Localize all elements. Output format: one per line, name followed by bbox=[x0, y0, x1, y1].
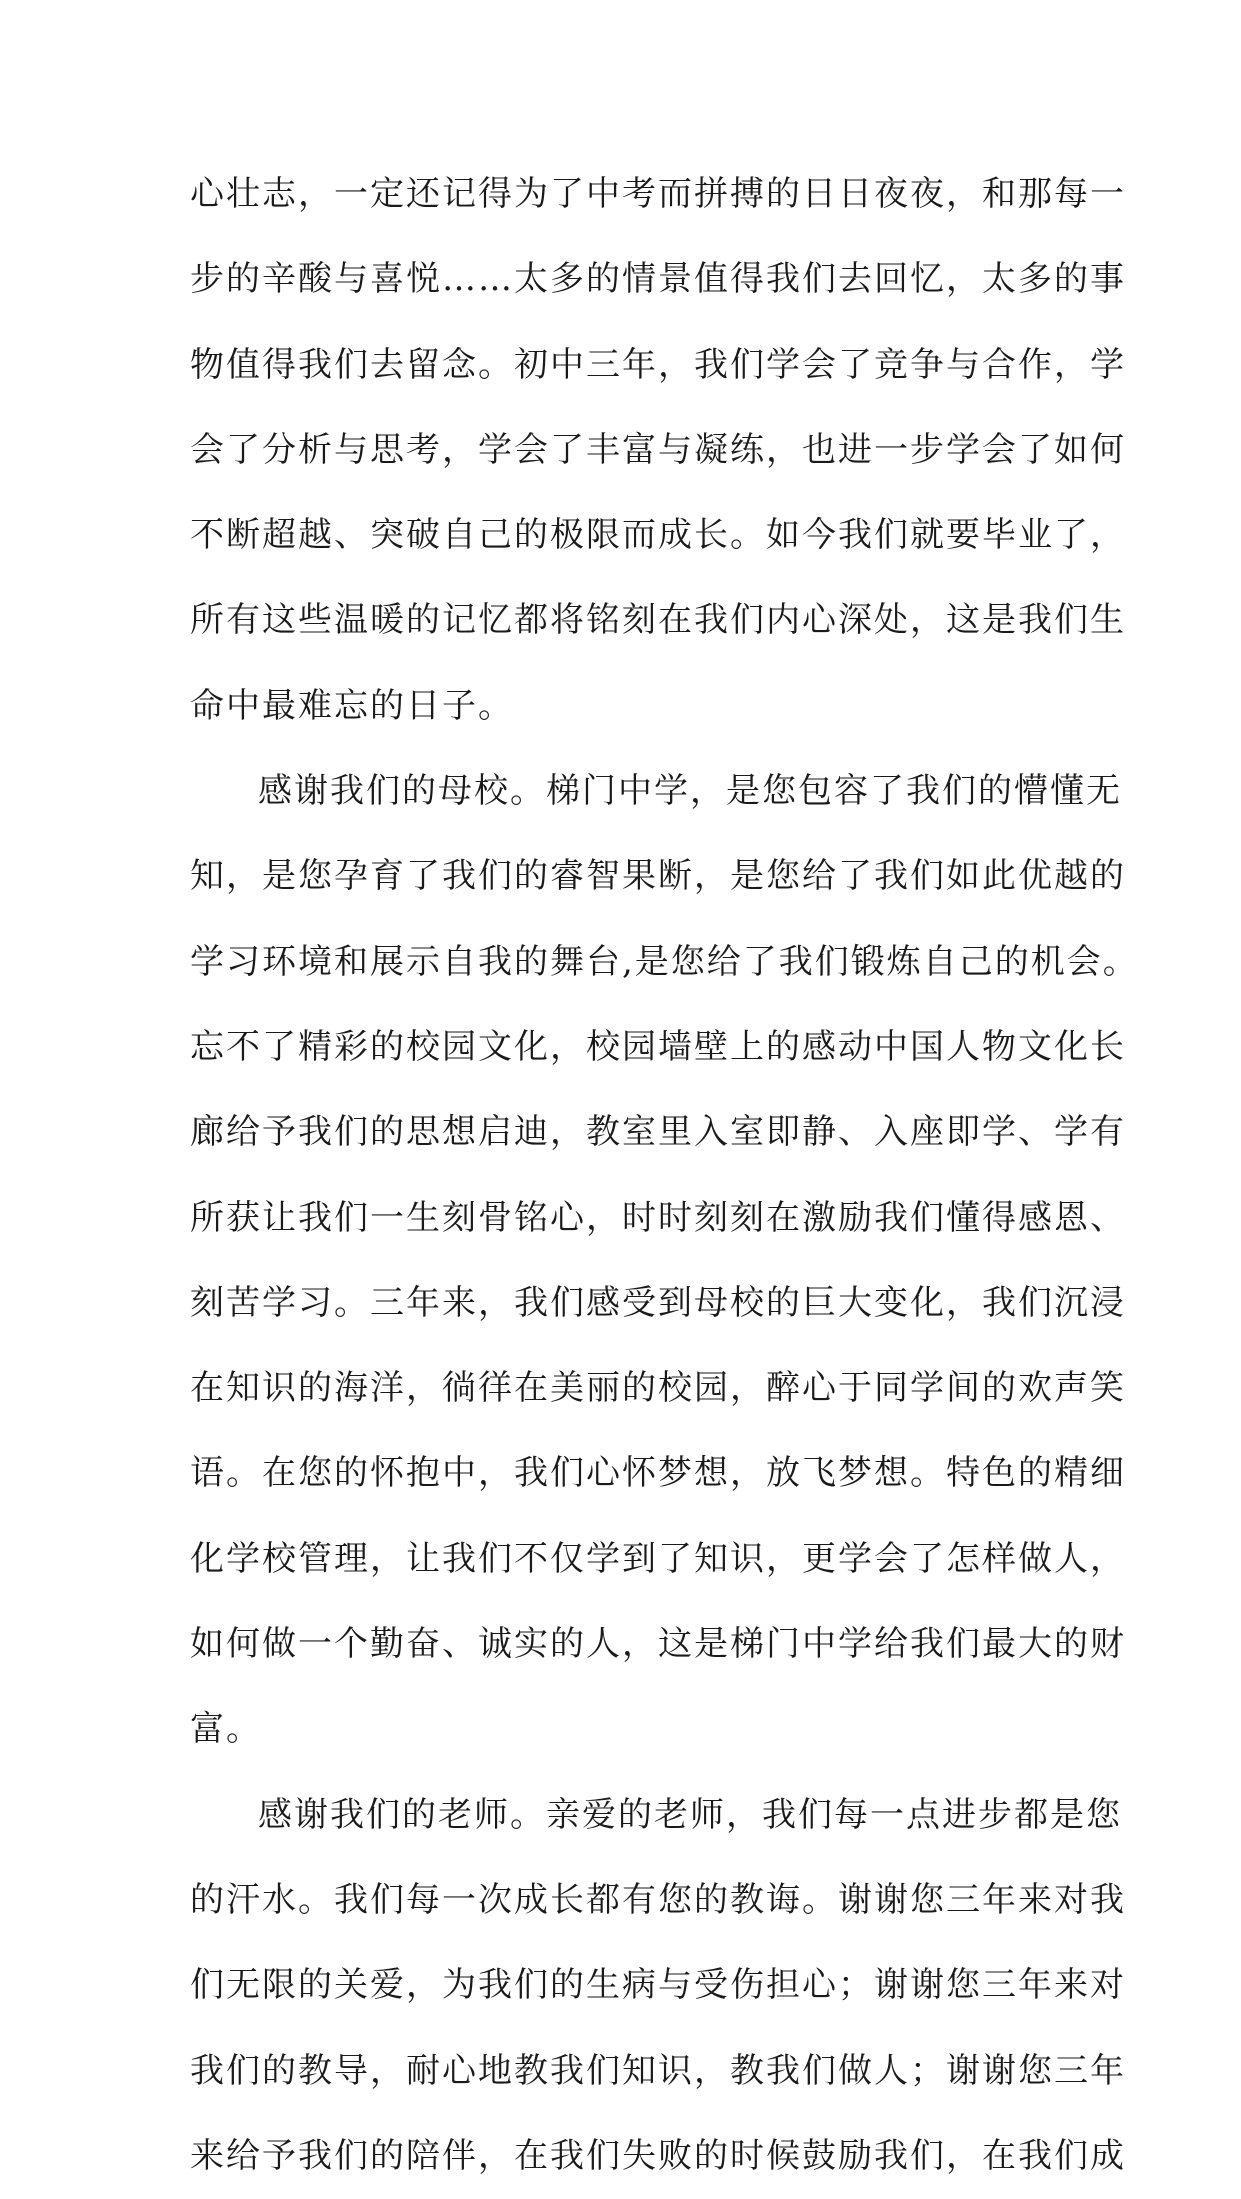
text-line: 物值得我们去留念。初中三年，我们学会了竞争与合作，学 bbox=[190, 344, 1126, 385]
text-line: 在知识的海洋，徜徉在美丽的校园，醉心于同学间的欢声笑 bbox=[190, 1368, 1126, 1409]
text-line: 的汗水。我们每一次成长都有您的教诲。谢谢您三年来对我 bbox=[190, 1879, 1126, 1920]
text-line: 刻苦学习。三年来，我们感受到母校的巨大变化，我们沉浸 bbox=[190, 1282, 1126, 1323]
text-line: 富。 bbox=[190, 1709, 262, 1750]
text-line: 如何做一个勤奋、诚实的人，这是梯门中学给我们最大的财 bbox=[190, 1624, 1126, 1665]
text-line: 学习环境和展示自我的舞台,是您给了我们锻炼自己的机会。 bbox=[190, 941, 1139, 982]
text-line: 所有这些温暖的记忆都将铭刻在我们内心深处，这是我们生 bbox=[190, 600, 1126, 641]
text-line: 廊给予我们的思想启迪，教室里入室即静、入座即学、学有 bbox=[190, 1112, 1126, 1153]
text-line: 化学校管理，让我们不仅学到了知识，更学会了怎样做人， bbox=[190, 1538, 1126, 1579]
text-line: 们无限的关爱，为我们的生病与受伤担心；谢谢您三年来对 bbox=[190, 1965, 1126, 2006]
body-text bbox=[190, 152, 1139, 2199]
text-line: 感谢我们的老师。亲爱的老师，我们每一点进步都是您 bbox=[258, 1794, 1122, 1835]
text-line: 感谢我们的母校。梯门中学，是您包容了我们的懵懂无 bbox=[258, 771, 1122, 812]
text-line: 知，是您孕育了我们的睿智果断，是您给了我们如此优越的 bbox=[190, 856, 1126, 897]
text-line: 步的辛酸与喜悦……太多的情景值得我们去回忆，太多的事 bbox=[190, 259, 1126, 300]
text-line: 会了分析与思考，学会了丰富与凝练，也进一步学会了如何 bbox=[190, 429, 1126, 470]
text-line: 所获让我们一生刻骨铭心，时时刻刻在激励我们懂得感恩、 bbox=[190, 1197, 1126, 1238]
text-line: 来给予我们的陪伴，在我们失败的时候鼓励我们，在我们成 bbox=[190, 2135, 1126, 2176]
text-line: 我们的教导，耐心地教我们知识，教我们做人；谢谢您三年 bbox=[190, 2050, 1126, 2091]
text-line: 心壮志，一定还记得为了中考而拼搏的日日夜夜，和那每一 bbox=[190, 174, 1126, 214]
text-line: 不断超越、突破自己的极限而成长。如今我们就要毕业了， bbox=[190, 515, 1126, 556]
text-line: 忘不了精彩的校园文化，校园墙壁上的感动中国人物文化长 bbox=[190, 1026, 1126, 1067]
text-line: 语。在您的怀抱中，我们心怀梦想，放飞梦想。特色的精细 bbox=[190, 1453, 1126, 1494]
text-line: 命中最难忘的日子。 bbox=[190, 685, 514, 726]
